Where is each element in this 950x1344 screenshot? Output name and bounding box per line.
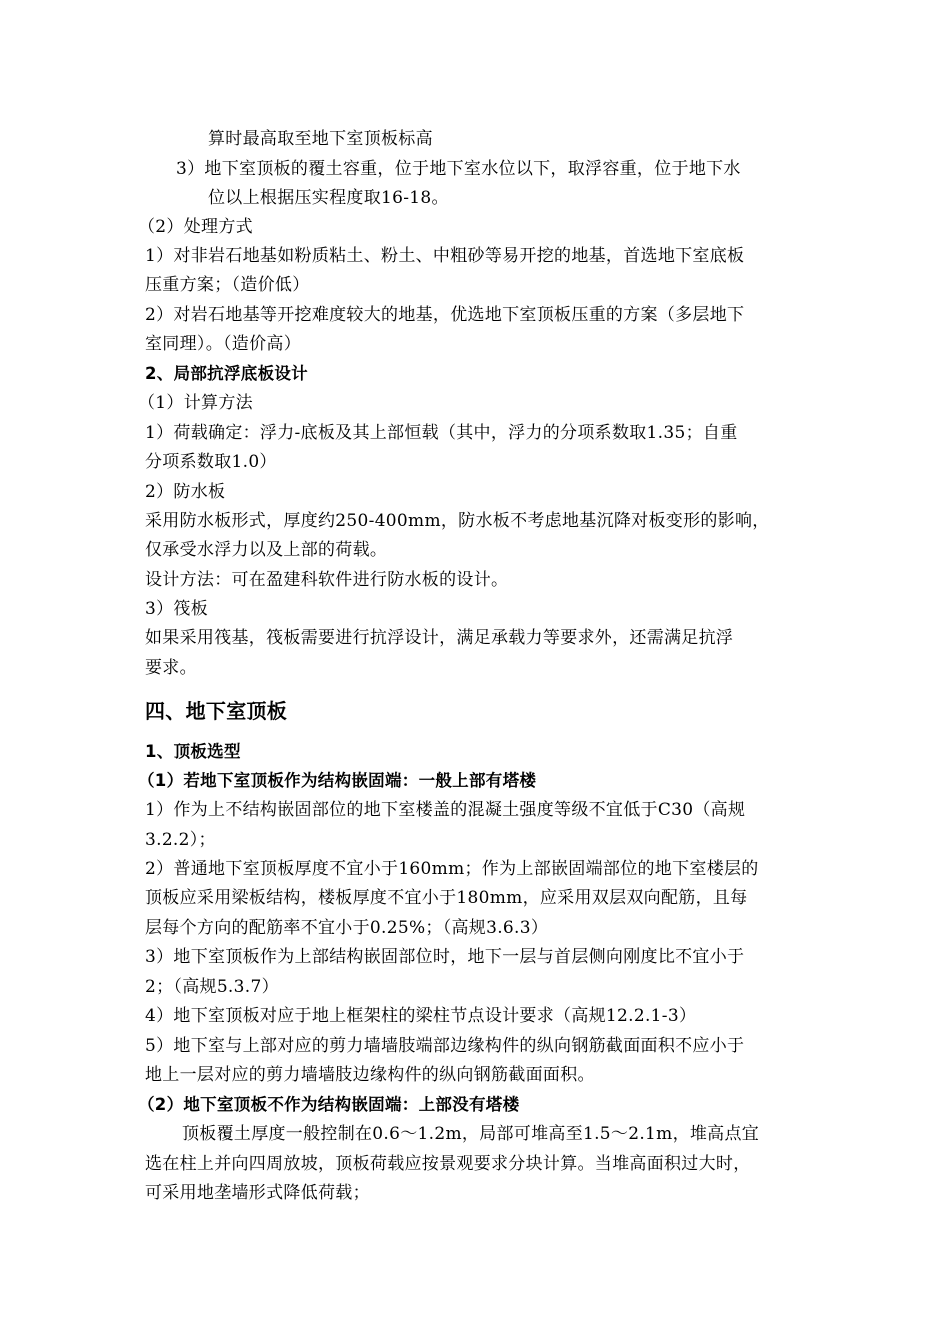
subsection-heading: （2）处理方式 (138, 217, 253, 237)
section-heading: 1、顶板选型 (145, 742, 241, 761)
paragraph-line: 可采用地垄墙形式降低荷载； (145, 1183, 370, 1203)
list-item: 1）对非岩石地基如粉质粘土、粉土、中粗砂等易开挖的地基，首选地下室底板 (145, 246, 745, 266)
list-item: 3）筏板 (145, 599, 209, 619)
text-line: 如果采用筏基，筏板需要进行抗浮设计，满足承载力等要求外，还需满足抗浮 (145, 628, 734, 648)
text-line: 采用防水板形式，厚度约250-400mm，防水板不考虑地基沉降对板变形的影响， (145, 511, 770, 531)
list-item: 3）地下室顶板的覆土容重，位于地下室水位以下，取浮容重，位于地下水 (176, 159, 741, 179)
text-line: 层每个方向的配筋率不宜小于0.25%；（高规3.6.3） (145, 918, 549, 938)
list-item: 1）作为上不结构嵌固部位的地下室楼盖的混凝土强度等级不宜低于C30（高规 (145, 800, 746, 820)
list-item: 4）地下室顶板对应于地上框架柱的梁柱节点设计要求（高规12.2.1-3） (145, 1006, 697, 1026)
text-line: 要求。 (145, 658, 197, 678)
text-line: 设计方法：可在盈建科软件进行防水板的设计。 (145, 570, 509, 590)
paragraph-line: 顶板覆土厚度一般控制在0.6～1.2m，局部可堆高至1.5～2.1m，堆高点宜 (182, 1124, 760, 1144)
list-item: 3）地下室顶板作为上部结构嵌固部位时，地下一层与首层侧向刚度比不宜小于 (145, 947, 745, 967)
list-item: 1）荷载确定：浮力-底板及其上部恒载（其中，浮力的分项系数取1.35；自重 (145, 423, 738, 443)
list-item: 2）防水板 (145, 482, 226, 502)
section-heading: 2、局部抗浮底板设计 (145, 364, 308, 383)
list-item: 2）对岩石地基等开挖难度较大的地基，优选地下室顶板压重的方案（多层地下 (145, 305, 745, 325)
paragraph-line: 选在柱上并向四周放坡，顶板荷载应按景观要求分块计算。当堆高面积过大时， (145, 1154, 751, 1174)
list-item: 2）普通地下室顶板厚度不宜小于160mm；作为上部嵌固端部位的地下室楼层的 (145, 859, 759, 879)
subsection-heading: （2）地下室顶板不作为结构嵌固端：上部没有塔楼 (138, 1095, 520, 1114)
text-line: 分项系数取1.0） (145, 452, 277, 472)
text-line: 2；（高规5.3.7） (145, 977, 279, 997)
text-line: 算时最高取至地下室顶板标高 (208, 129, 433, 149)
subsection-heading: （1）若地下室顶板作为结构嵌固端：一般上部有塔楼 (138, 771, 537, 790)
text-line: 3.2.2）； (145, 830, 216, 850)
text-line: 压重方案；（造价低） (145, 275, 310, 295)
list-item: 5）地下室与上部对应的剪力墙墙肢端部边缘构件的纵向钢筋截面面积不应小于 (145, 1036, 745, 1056)
subsection-heading: （1）计算方法 (138, 393, 253, 413)
text-line: 室同理）。（造价高） (145, 334, 301, 354)
text-line: 地上一层对应的剪力墙墙肢边缘构件的纵向钢筋截面面积。 (145, 1065, 595, 1085)
text-line: 顶板应采用梁板结构，楼板厚度不宜小于180mm，应采用双层双向配筋，且每 (145, 888, 748, 908)
text-line: 仅承受水浮力以及上部的荷载。 (145, 540, 388, 560)
chapter-heading: 四、地下室顶板 (145, 699, 288, 723)
text-line: 位以上根据压实程度取16-18。 (208, 188, 449, 208)
